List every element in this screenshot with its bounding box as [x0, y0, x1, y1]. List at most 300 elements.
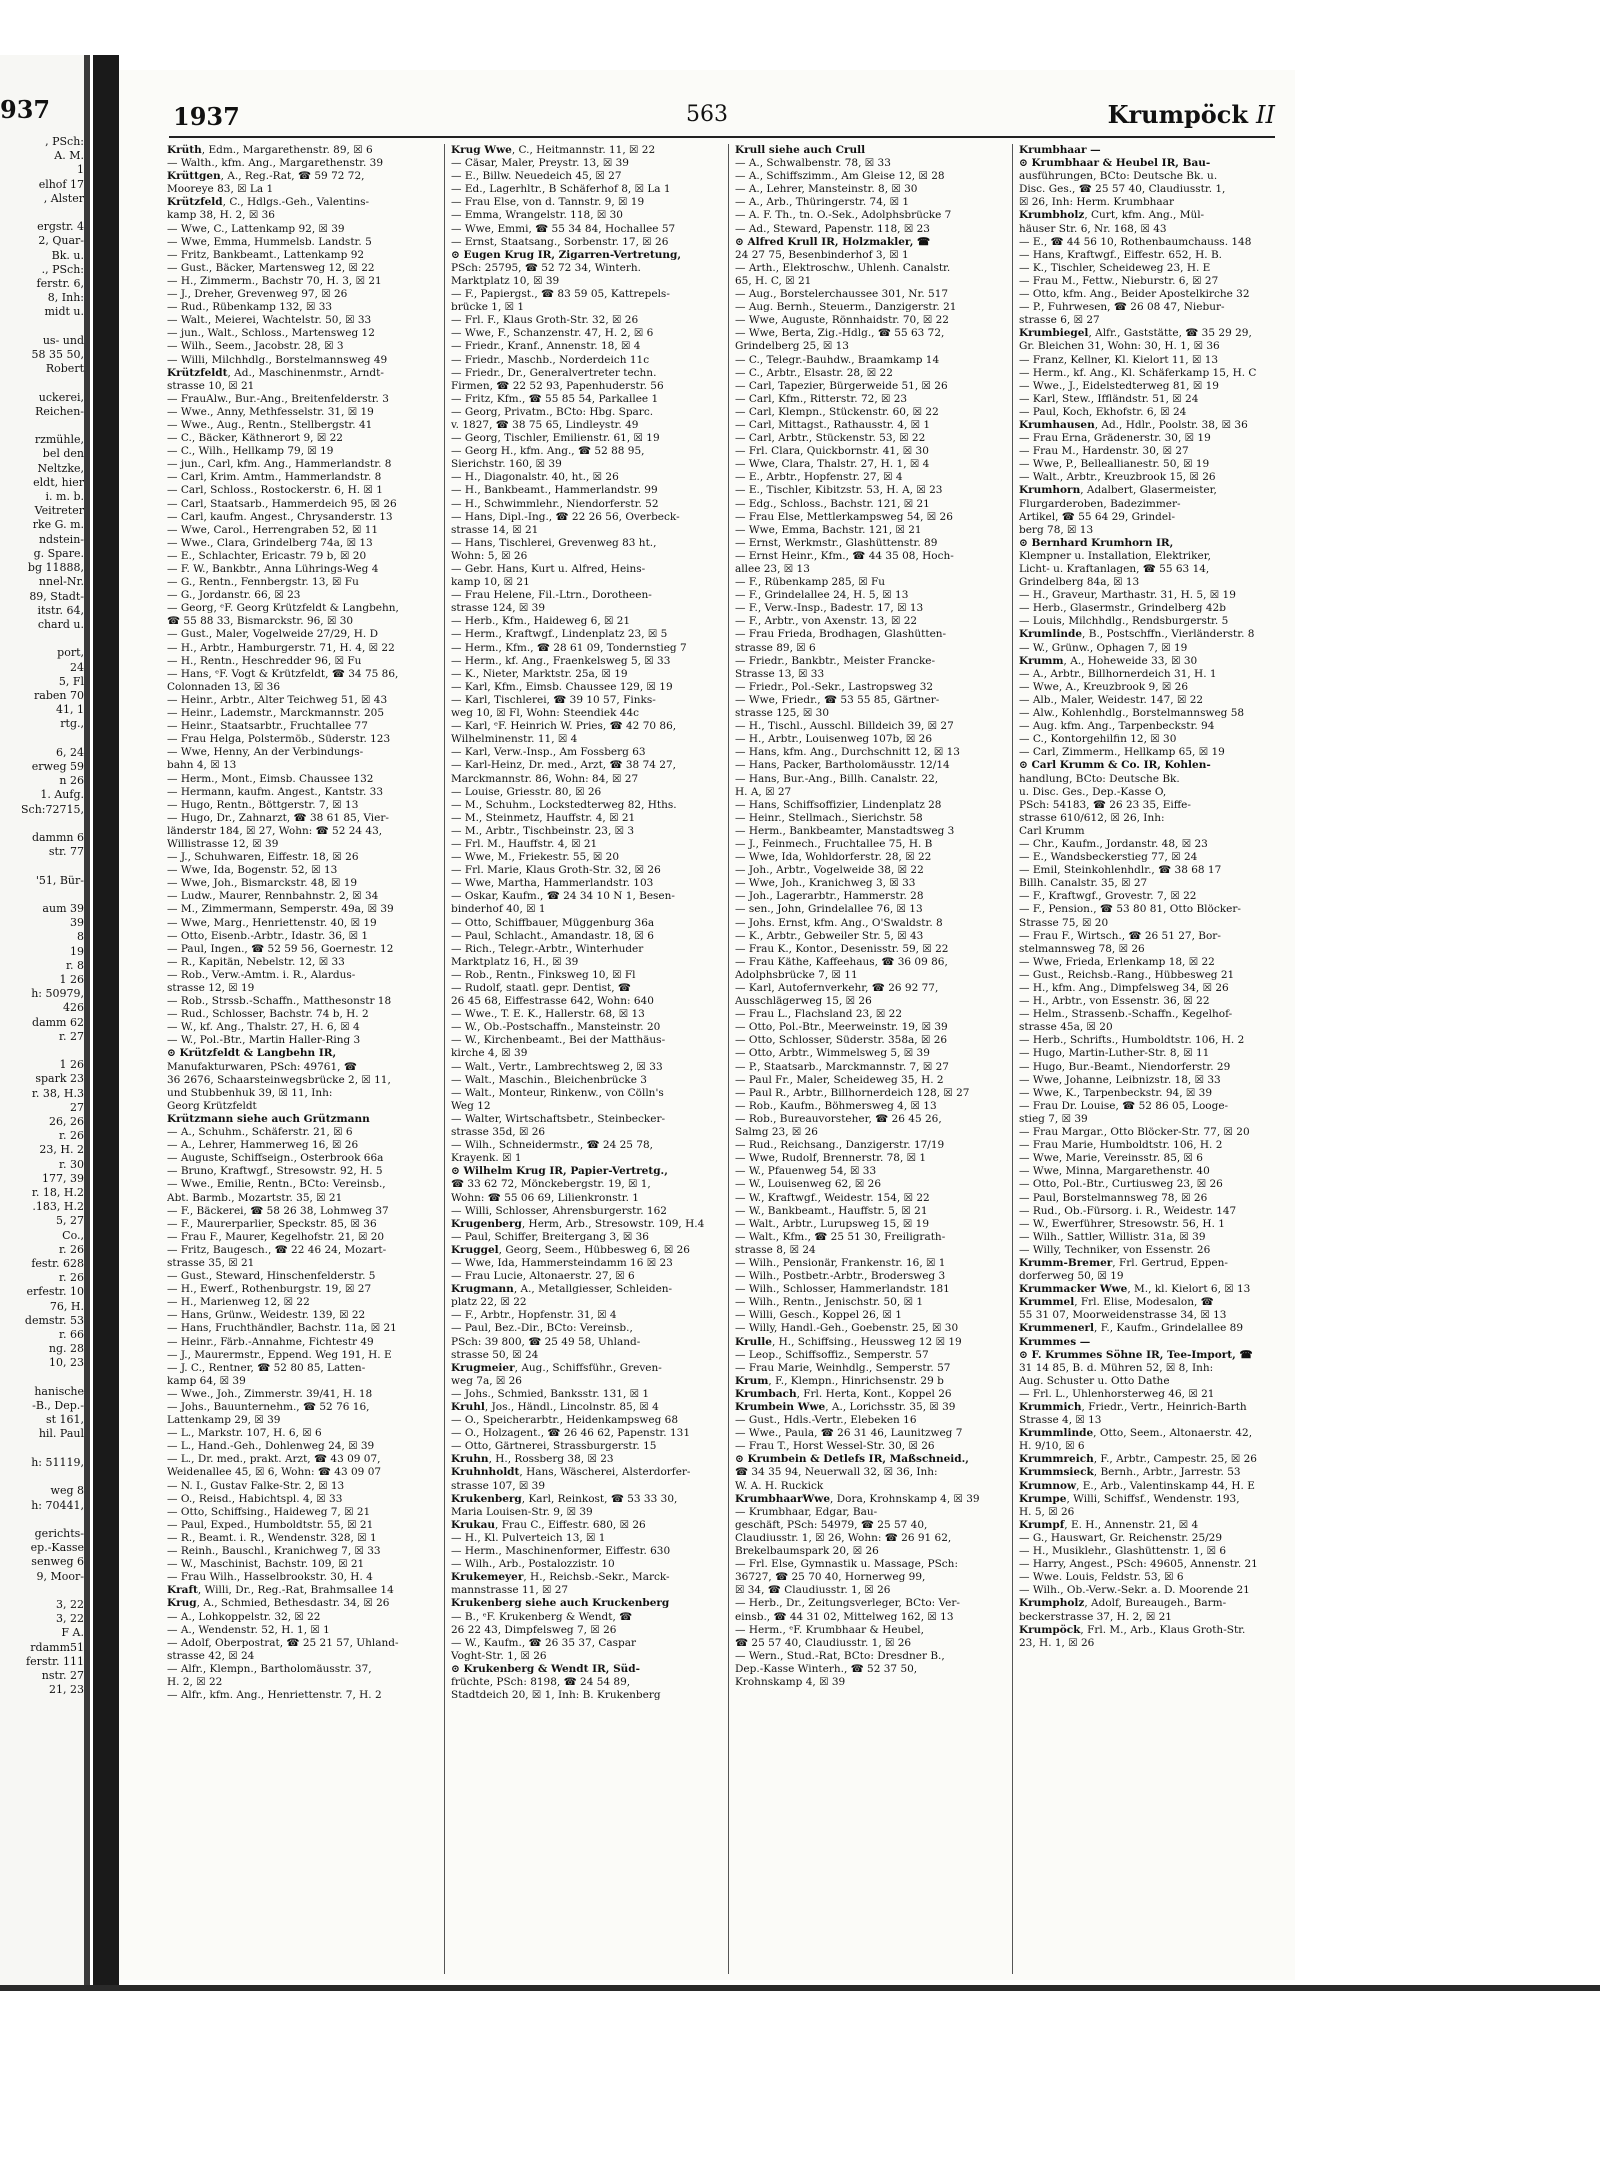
directory-entry-line: — Friedr., Pol.-Sekr., Lastropsweg 32	[735, 680, 934, 693]
directory-entry-line: Kruggel, Georg, Seem., Hübbesweg 6, ☒ 26	[451, 1243, 690, 1256]
previous-page-line: gerichts-	[34, 1526, 84, 1540]
directory-entry-line: dorferweg 50, ☒ 19	[1019, 1270, 1124, 1283]
directory-entry-line: — Herm., Bankbeamter, Manstadtsweg 3	[735, 824, 955, 837]
directory-entry-line: — Hans, ᵉF. Vogt & Krützfeldt, ☎ 34 75 86,	[167, 667, 399, 680]
directory-entry-line	[167, 1113, 435, 1126]
directory-entry-line: Krug, A., Schmied, Bethesdastr. 34, ☒ 26	[167, 1597, 390, 1610]
directory-entry-line: — G., Hauswart, Gr. Reichenstr. 25/29	[1019, 1531, 1223, 1544]
directory-entry-line: — H., Musiklehr., Glashüttenstr. 1, ☒ 6	[1019, 1545, 1227, 1558]
directory-entry-line: — Herm., Kfm., ☎ 28 61 09, Tondernstieg 7	[451, 641, 687, 654]
directory-entry-line: — Alfr., kfm. Ang., Henriettenstr. 7, H. 2	[167, 1689, 382, 1702]
directory-entry-line: ⊙ Krukenberg & Wendt IR, Süd-	[451, 1662, 640, 1675]
previous-page-text	[0, 135, 84, 1697]
directory-entry-line: — Carl, Staatsarb., Hammerdeich 95, ☒ 26	[167, 497, 397, 510]
page-gutter-shadow	[84, 55, 90, 1985]
directory-entry-line: strasse 124, ☒ 39	[451, 602, 546, 615]
directory-entry-line: Krumbein Wwe, A., Lorichsstr. 35, ☒ 39	[735, 1401, 956, 1413]
entry-headword: Krummich	[1019, 1401, 1082, 1413]
directory-entry-line: — J. C., Rentner, ☎ 52 80 85, Latten-	[167, 1361, 366, 1374]
directory-entry-line: — F., Maurerparlier, Speckstr. 85, ☒ 36	[167, 1217, 377, 1230]
directory-entry-line: Kruhnholdt, Hans, Wäscherei, Alsterdorfer-	[451, 1466, 691, 1479]
directory-entry-line: — Carl, Zimmerm., Hellkamp 65, ☒ 19	[1019, 746, 1225, 759]
entry-headword: Krüttgen	[167, 170, 221, 183]
entry-headword: Krukau	[451, 1518, 496, 1531]
directory-entry-line: — Wwe., Emilie, Rentn., BCto: Vereinsb.,	[167, 1178, 386, 1191]
previous-page-line: 27	[70, 1100, 84, 1114]
directory-entry-line: Krumnow, E., Arb., Valentinskamp 44, H. E	[1019, 1479, 1255, 1492]
running-title-roman: II	[1256, 101, 1275, 129]
previous-page-line: r. 18, H.2	[31, 1186, 84, 1200]
directory-entry-line: Brekelbaumspark 20, ☒ 26	[735, 1545, 879, 1558]
directory-entry-line: — F. W., Bankbtr., Anna Lührings-Weg 4	[167, 563, 379, 575]
directory-entry-line: — Hugo, Rentn., Böttgerstr. 7, ☒ 13	[167, 798, 359, 811]
directory-entry-line: — Paul, Ingen., ☎ 52 59 56, Goernestr. 12	[167, 942, 394, 955]
directory-entry-line: Krumpholz, Adolf, Bureaugeh., Barm-	[1019, 1597, 1227, 1610]
directory-entry-line: strasse 107, ☒ 39	[451, 1479, 546, 1492]
previous-page-line: 2, Quar-	[38, 234, 84, 248]
directory-entry-line: beckerstrasse 37, H. 2, ☒ 21	[1019, 1610, 1172, 1623]
previous-page-line	[0, 632, 84, 646]
directory-entry-line: bahn 4, ☒ 13	[167, 759, 237, 772]
directory-entry-line: — Herm., kf. Ang., Kl. Schäferkamp 15, H. C	[1019, 366, 1257, 379]
previous-page-line: Co.,	[62, 1228, 84, 1242]
directory-entry-line: — Fritz, Kfm., ☎ 55 85 54, Parkallee 1	[451, 392, 659, 405]
directory-entry-line: W. A. H. Ruckick	[735, 1479, 824, 1492]
directory-entry-line: — Otto, Eisenb.-Arbtr., Idastr. 36, ☒ 1	[167, 929, 369, 942]
directory-entry-line: — Heinr., Stellmach., Sierichstr. 58	[735, 811, 923, 824]
directory-entry-line: — Fritz, Baugesch., ☎ 22 46 24, Mozart-	[167, 1243, 387, 1256]
directory-entry-line: — Wilh., Postbetr.-Arbtr., Brodersweg 3	[735, 1270, 946, 1283]
directory-entry-line: — F., Arbtr., Hopfenstr. 31, ☒ 4	[451, 1309, 617, 1322]
entry-headword: Krummacker Wwe	[1019, 1283, 1128, 1296]
previous-page-line: rke G. m.	[32, 518, 84, 532]
directory-entry-line: Adolphsbrücke 7, ☒ 11	[735, 968, 858, 981]
directory-entry-line: — Hans, Packer, Bartholomäusstr. 12/14	[735, 759, 950, 772]
directory-entry-line: Krugenberg, Herm, Arb., Stresowstr. 109, H.4	[451, 1217, 705, 1230]
previous-page-line	[0, 1044, 84, 1058]
previous-page-line: weg 8	[50, 1484, 84, 1498]
directory-entry-line: — Rob., Bureauvorsteher, ☎ 26 45 26,	[735, 1112, 942, 1125]
entry-headword: Krukenberg siehe auch Kruckenberg	[451, 1597, 670, 1610]
directory-entry-line: — A., Lehrer, Mansteinstr. 8, ☒ 30	[735, 183, 918, 196]
entry-headword: Krumbein Wwe	[735, 1401, 826, 1413]
header-page-number: 563	[686, 102, 728, 127]
directory-entry-line: H. 9/10, ☒ 6	[1019, 1440, 1085, 1453]
directory-entry-line: Licht- u. Kraftanlagen, ☎ 55 63 14,	[1019, 563, 1210, 575]
directory-column-4	[1019, 144, 1287, 1972]
entry-headword: Krumbhaar —	[1019, 144, 1101, 156]
directory-entry-line: Abt. Barmb., Mozartstr. 35, ☒ 21	[167, 1191, 343, 1204]
directory-entry-line: — Hugo, Dr., Zahnarzt, ☎ 38 61 85, Vier-	[167, 811, 389, 824]
directory-entry-line: — Frau Käthe, Kaffeehaus, ☎ 36 09 86,	[735, 955, 948, 968]
directory-entry-line: kamp 10, ☒ 21	[451, 576, 530, 589]
directory-entry-line: Grindelberg 84a, ☒ 13	[1019, 576, 1140, 589]
previous-page-line: Sch:72715,	[21, 802, 84, 816]
entry-headword: Krumbiegel	[1019, 327, 1089, 340]
previous-page-line: itstr. 64,	[37, 603, 84, 617]
directory-entry-line: — Friedr., Kranf., Annenstr. 18, ☒ 4	[451, 340, 641, 353]
directory-entry-line: — Carl, kaufm. Angest., Chrysanderstr. 13	[167, 510, 393, 523]
directory-entry-line: — Willy, Handl.-Geh., Goebenstr. 25, ☒ 30	[735, 1322, 959, 1335]
directory-entry-line: strasse 35d, ☒ 26	[451, 1126, 546, 1139]
directory-entry-line: — FrauAlw., Bur.-Ang., Breitenfelderstr. 3	[167, 392, 389, 405]
entry-headword: Krugmann	[451, 1283, 514, 1296]
directory-entry-line: — Wwe, Joh., Bismarckstr. 48, ☒ 19	[167, 877, 358, 890]
directory-entry-line: — Alb., Maler, Weidestr. 147, ☒ 22	[1019, 693, 1204, 706]
directory-entry-line: — H., Arbtr., von Essenstr. 36, ☒ 22	[1019, 995, 1210, 1008]
directory-entry-line: — Heinr., Arbtr., Alter Teichweg 51, ☒ 43	[167, 693, 388, 706]
directory-entry-line: — W., Kraftwgf., Weidestr. 154, ☒ 22	[735, 1191, 930, 1204]
directory-entry-line: 31 14 85, B. d. Mühren 52, ☒ 8, Inh:	[1019, 1361, 1214, 1374]
previous-page-line: aum 39	[42, 901, 84, 915]
previous-page-line: uckerei,	[38, 390, 84, 404]
directory-entry-line: früchte, PSch: 8198, ☎ 24 54 89,	[451, 1675, 631, 1688]
directory-entry-line: — H., Zimmerm., Bachstr 70, H. 3, ☒ 21	[167, 274, 382, 287]
directory-entry-line: — Wern., Stud.-Rat, BCto: Dresdner B.,	[735, 1649, 945, 1662]
directory-entry-line: — Oskar, Kaufm., ☎ 24 34 10 N 1, Besen-	[451, 890, 675, 903]
directory-entry-line: — Emma, Wrangelstr. 118, ☒ 30	[451, 209, 623, 222]
directory-entry-line: — Wilh., Schlosser, Hammerlandstr. 181	[735, 1283, 950, 1296]
directory-entry-line: Krüth, Edm., Margarethenstr. 89, ☒ 6	[167, 144, 373, 156]
directory-entry-line: — Hans, Schiffsoffizier, Lindenplatz 28	[735, 798, 942, 811]
directory-entry-line: ☒ 34, ☎ Claudiusstr. 1, ☒ 26	[735, 1584, 891, 1597]
previous-page-line: Neltzke,	[37, 461, 84, 475]
directory-entry-line: Krukau, Frau C., Eiffestr. 680, ☒ 26	[451, 1518, 646, 1531]
previous-page-line: 5, 27	[56, 1214, 84, 1228]
directory-entry-line: — Gust., Maler, Vogelweide 27/29, H. D	[167, 628, 378, 641]
directory-entry-line: KrumbhaarWwe, Dora, Krohnskamp 4, ☒ 39	[735, 1492, 980, 1505]
directory-entry-line: — H., Ewerf., Rothenburgstr. 19, ☒ 27	[167, 1283, 372, 1296]
directory-entry-line: Krumm-Bremer, Frl. Gertrud, Eppen-	[1019, 1256, 1228, 1269]
directory-entry-line: — Joh., Arbtr., Vogelweide 38, ☒ 22	[735, 864, 924, 877]
column-divider	[728, 144, 729, 1974]
previous-page-line	[0, 376, 84, 390]
directory-entry-line	[735, 144, 1003, 157]
directory-entry-line: — Walt., Maschin., Bleichenbrücke 3	[451, 1073, 647, 1086]
directory-entry-line: — M., Steinmetz, Hauffstr. 4, ☒ 21	[451, 811, 636, 824]
directory-entry-line: Krug Wwe, C., Heitmannstr. 11, ☒ 22	[451, 144, 656, 156]
directory-entry-line: — L., Hand.-Geh., Dohlenweg 24, ☒ 39	[167, 1440, 375, 1453]
directory-entry-line: — Joh., Lagerarbtr., Hammerstr. 28	[735, 890, 924, 903]
previous-page-line: Veitreter	[34, 504, 84, 518]
directory-entry-line: strasse 610/612, ☒ 26, Inh:	[1019, 811, 1165, 824]
directory-entry-line: — Wwe, Berta, Zig.-Hdlg., ☎ 55 63 72,	[735, 327, 945, 340]
directory-entry-line: — N. I., Gustav Falke-Str. 2, ☒ 13	[167, 1479, 345, 1492]
directory-entry-line: — C., Kontorgehilfin 12, ☒ 30	[1019, 733, 1177, 746]
previous-page-line: 6, 24	[56, 745, 84, 759]
directory-entry-line: Carl Krumm	[1019, 824, 1085, 837]
previous-page-line: 58 35 50,	[31, 348, 84, 362]
directory-entry-line: ☎ 34 35 94, Neuerwall 32, ☒ 36, Inh:	[735, 1466, 938, 1479]
directory-entry-line: Krützfeld, C., Hdlgs.-Geh., Valentins-	[167, 196, 370, 209]
directory-entry-line: — Hans, Dipl.-Ing., ☎ 22 26 56, Overbeck-	[451, 510, 680, 523]
directory-entry-line: strasse 14, ☒ 21	[451, 523, 539, 536]
directory-entry-line: — Hans, Kraftwgf., Eiffestr. 652, H. B.	[1019, 248, 1222, 261]
directory-entry-line: — A., Lehrer, Hammerweg 16, ☒ 26	[167, 1139, 359, 1152]
directory-entry-line: Marckmannstr. 86, Wohn: 84, ☒ 27	[451, 772, 639, 785]
directory-entry-line: — Walt., Monteur, Rinkenw., von Cölln's	[451, 1086, 664, 1099]
entry-headword: Kruhnholdt	[451, 1466, 520, 1479]
directory-entry-line: — F., Papiergst., ☎ 83 59 05, Kattrepels-	[451, 288, 670, 301]
directory-entry-line: — Herb., Glasermstr., Grindelberg 42b	[1019, 602, 1226, 615]
previous-page-line: 8	[77, 930, 84, 944]
entry-headword: Kraft	[167, 1584, 198, 1597]
directory-entry-line: — jun., Carl, kfm. Ang., Hammerlandstr. 8	[167, 458, 392, 471]
directory-entry-line: — Walt., Kfm., ☎ 25 51 30, Freiligrath-	[735, 1230, 946, 1243]
directory-entry-line: — Hans, Bur.-Ang., Billh. Canalstr. 22,	[735, 772, 939, 785]
previous-page-line: bg 11888,	[27, 561, 84, 575]
directory-entry-line: — E., Billw. Neuedeich 45, ☒ 27	[451, 170, 622, 183]
previous-page-line: Reichen-	[35, 404, 84, 418]
directory-entry-line: Krumpe, Willi, Schiffsf., Wendenstr. 193,	[1019, 1492, 1240, 1505]
previous-page-line	[0, 859, 84, 873]
directory-entry-line: — Herb., Schrifts., Humboldtstr. 106, H. 2	[1019, 1034, 1245, 1047]
directory-entry-line: — Otto, Schiffsing., Haideweg 7, ☒ 21	[167, 1505, 371, 1518]
directory-entry-line: — Hans, Tischlerei, Grevenweg 83 ht.,	[451, 536, 657, 549]
directory-entry-line: — Ernst, Staatsang., Sorbenstr. 17, ☒ 26	[451, 235, 669, 248]
directory-entry-line: — W., Ewerführer, Stresowstr. 56, H. 1	[1019, 1217, 1225, 1230]
previous-page-line: hil. Paul	[38, 1427, 84, 1441]
directory-entry-line: — F., Kraftwgf., Grovestr. 7, ☒ 22	[1019, 890, 1197, 903]
previous-page-line: 3, 22	[56, 1612, 84, 1626]
previous-page-line: raben 70	[34, 688, 84, 702]
directory-column-3	[735, 144, 1003, 1972]
previous-page-line: st 161,	[45, 1413, 84, 1427]
previous-page-line: eldt, hier	[33, 475, 84, 489]
directory-entry-line: — Wilh., Ob.-Verw.-Sekr. a. D. Moorende 21	[1019, 1584, 1250, 1597]
directory-entry-line: Krummel, Frl. Elise, Modesalon, ☎	[1019, 1296, 1214, 1309]
directory-entry-line: — Frau Dr. Louise, ☎ 52 86 05, Looge-	[1019, 1099, 1229, 1112]
directory-entry-line: — Wwe, Johanne, Leibnizstr. 18, ☒ 33	[1019, 1073, 1221, 1086]
previous-page-line: 26, 26	[49, 1115, 84, 1129]
directory-entry-line: — Frau Frieda, Brodhagen, Glashütten-	[735, 628, 947, 641]
directory-entry-line: — Wwe., T. E. K., Hallerstr. 68, ☒ 13	[451, 1008, 645, 1021]
directory-entry-line: — Johs. Ernst, kfm. Ang., O'Swaldstr. 8	[735, 916, 943, 929]
directory-entry-line: Krummich, Friedr., Vertr., Heinrich-Barth	[1019, 1401, 1247, 1413]
entry-headword: Krummlinde	[1019, 1427, 1094, 1440]
directory-entry-line: binderhof 40, ☒ 1	[451, 903, 546, 916]
directory-entry-line: — H., Graveur, Marthastr. 31, H. 5, ☒ 19	[1019, 589, 1236, 602]
directory-entry-line: Krum, F., Klempn., Hinrichsenstr. 29 b	[735, 1374, 944, 1387]
directory-entry-line: — Paul, Borstelmannsweg 78, ☒ 26	[1019, 1191, 1208, 1204]
directory-entry-line: ☎ 25 57 40, Claudiusstr. 1, ☒ 26	[735, 1636, 912, 1649]
directory-entry-line: — Otto, Schlosser, Süderstr. 358a, ☒ 26	[735, 1034, 948, 1047]
previous-page-line: 41, 1	[56, 703, 84, 717]
entry-headword: Krummsieck	[1019, 1466, 1094, 1479]
directory-entry-line: — K., Nieter, Marktstr. 25a, ☒ 19	[451, 667, 628, 680]
previous-page-line: ., PSch:	[41, 262, 84, 276]
directory-entry-line: — Wwe, Ida, Hammersteindamm 16 ☒ 23	[451, 1256, 673, 1269]
previous-page-line: , PSch:	[45, 135, 84, 148]
directory-entry-line: strasse 6, ☒ 27	[1019, 314, 1100, 327]
directory-entry-line: — E., Tischler, Kibitzstr. 53, H. A, ☒ 23	[735, 484, 943, 497]
directory-entry-line: Georg Krützfeldt	[167, 1099, 257, 1112]
directory-entry-line: Flurgarderoben, Badezimmer-	[1019, 497, 1181, 510]
directory-entry-line: — Friedr., Bankbtr., Meister Francke-	[735, 654, 936, 667]
directory-entry-line: — O., Reisd., Habichtspl. 4, ☒ 33	[167, 1492, 343, 1505]
directory-entry-line: — Frau Else, Mettlerkampsweg 54, ☒ 26	[735, 510, 953, 523]
previous-page-line: 21, 23	[49, 1683, 84, 1697]
directory-entry-line: brücke 1, ☒ 1	[451, 301, 525, 314]
directory-entry-line: weg 10, ☒ Fl, Wohn: Steendiek 44c	[451, 707, 640, 720]
directory-entry-line: — Gust., Bäcker, Martensweg 12, ☒ 22	[167, 261, 375, 274]
directory-entry-line: — E., Schlachter, Ericastr. 79 b, ☒ 20	[167, 549, 367, 562]
directory-entry-line: — Otto, kfm. Ang., Beider Apostelkirche 32	[1019, 288, 1250, 301]
directory-entry-line: — Wwe. Louis, Feldstr. 53, ☒ 6	[1019, 1571, 1184, 1584]
directory-entry-line: ⊙ Carl Krumm & Co. IR, Kohlen-	[1019, 759, 1211, 772]
directory-entry-line: — Frau Erna, Grädenerstr. 30, ☒ 19	[1019, 432, 1211, 445]
previous-page-line: 9, Moor-	[36, 1569, 84, 1583]
directory-entry-line: PSch: 39 800, ☎ 25 49 58, Uhland-	[451, 1335, 641, 1348]
directory-entry-line: — Frau F., Maurer, Kegelhofstr. 21, ☒ 20	[167, 1230, 385, 1243]
previous-page-line: r. 26	[58, 1271, 84, 1285]
directory-entry-line: — Hermann, kaufm. Angest., Kantstr. 33	[167, 785, 384, 798]
directory-entry-line: — Rud., Rübenkamp 132, ☒ 33	[167, 301, 333, 314]
directory-entry-line: v. 1827, ☎ 38 75 65, Lindleystr. 49	[451, 418, 639, 431]
previous-page-line: rdamm51	[30, 1640, 84, 1654]
directory-entry-line: geschäft, PSch: 54979, ☎ 25 57 40,	[735, 1518, 928, 1531]
previous-page-line: 23, H. 2	[39, 1143, 84, 1157]
directory-entry-line: — Frau Marie, Weinhdlg., Semperstr. 57	[735, 1361, 951, 1374]
previous-page-line: 1	[77, 163, 84, 177]
previous-page-line: dammn 6	[31, 830, 84, 844]
directory-entry-line: Krumbach, Frl. Herta, Kont., Koppel 26	[735, 1387, 952, 1400]
previous-page-line: i. m. b.	[45, 490, 84, 504]
entry-headword: Krugenberg	[451, 1217, 522, 1230]
directory-entry-line: — Wwe, Rudolf, Brennerstr. 78, ☒ 1	[735, 1152, 927, 1165]
directory-entry-line: — Walth., kfm. Ang., Margarethenstr. 39	[167, 157, 384, 170]
directory-entry-line: — Wilh., Rentn., Jenischstr. 50, ☒ 1	[735, 1296, 924, 1309]
directory-entry-line: — W., Pfauenweg 54, ☒ 33	[735, 1165, 877, 1178]
directory-entry-line: Stadtdeich 20, ☒ 1, Inh: B. Krukenberg	[451, 1689, 661, 1702]
directory-entry-line: — Wilh., Schneidermstr., ☎ 24 25 78,	[451, 1139, 654, 1152]
entry-headword: Krulle	[735, 1335, 772, 1348]
directory-entry-line: — Helm., Strassenb.-Schaffn., Kegelhof-	[1019, 1008, 1233, 1021]
directory-entry-line: — Hugo, Bur.-Beamt., Niendorferstr. 29	[1019, 1060, 1231, 1073]
directory-entry-line: — Rud., Schlosser, Bachstr. 74 b, H. 2	[167, 1008, 369, 1021]
directory-entry-line: — Frl. Marie, Klaus Groth-Str. 32, ☒ 26	[451, 864, 661, 877]
directory-entry-line: ⊙ F. Krummes Söhne IR, Tee-Import, ☎	[1019, 1348, 1253, 1361]
entry-headword: Krug	[167, 1597, 197, 1610]
previous-page-line	[0, 888, 84, 902]
previous-page-line: r. 26	[58, 1129, 84, 1143]
directory-entry-line: Disc. Ges., ☎ 25 57 40, Claudiusstr. 1,	[1019, 183, 1226, 196]
previous-page-line: 1 26	[59, 972, 84, 986]
previous-page-line: 1 26	[59, 1058, 84, 1072]
directory-entry-line: ⊙ Alfred Krull IR, Holzmakler, ☎	[735, 235, 931, 248]
directory-entry-line: — Rud., Ob.-Fürsorg. i. R., Weidestr. 147	[1019, 1204, 1237, 1217]
directory-entry-line: — Otto, Gärtnerei, Strassburgerstr. 15	[451, 1440, 657, 1453]
previous-page-line: chard u.	[37, 617, 84, 631]
directory-entry-line: — K., Arbtr., Gebweiler Str. 5, ☒ 43	[735, 929, 924, 942]
directory-entry-line: — C., Wilh., Hellkamp 79, ☒ 19	[167, 445, 334, 458]
directory-entry-line: ⊙ Wilhelm Krug IR, Papier-Vertretg.,	[451, 1165, 668, 1178]
previous-page-line: nnel-Nr.	[38, 575, 84, 589]
previous-page-line: .183, H.2	[32, 1200, 84, 1214]
directory-entry-line: — J., Maurermstr., Eppend. Weg 191, H. E	[167, 1348, 392, 1361]
directory-entry-line: — Otto, Pol.-Btr., Curtiusweg 23, ☒ 26	[1019, 1178, 1223, 1191]
directory-entry-line: — jun., Walt., Schloss., Martensweg 12	[167, 327, 375, 340]
directory-entry-line: weg 7a, ☒ 26	[451, 1374, 522, 1387]
directory-entry-line: — Wilh., Seem., Jacobstr. 28, ☒ 3	[167, 340, 344, 353]
directory-entry-line: — Frau Wilh., Hasselbrookstr. 30, H. 4	[167, 1571, 373, 1584]
directory-entry-line: — Wwe, Emma, Hummelsb. Landstr. 5	[167, 235, 372, 248]
directory-entry-line: stieg 7, ☒ 39	[1019, 1112, 1088, 1125]
previous-page-line: us- und	[42, 333, 84, 347]
previous-page-line: hanische	[34, 1384, 84, 1398]
directory-entry-line: Krummlinde, Otto, Seem., Altonaerstr. 42,	[1019, 1427, 1253, 1440]
directory-entry-line: Marktplatz 16, H., ☒ 39	[451, 955, 579, 968]
directory-entry-line: — Wwe, K., Tarpenbeckstr. 94, ☒ 39	[1019, 1086, 1213, 1099]
directory-entry-line: ⊙ Krumbhaar & Heubel IR, Bau-	[1019, 157, 1211, 170]
directory-entry-line: u. Disc. Ges., Dep.-Kasse O,	[1019, 785, 1167, 798]
directory-entry-line: Strasse 75, ☒ 20	[1019, 916, 1109, 929]
directory-entry-line: ⊙ Krützfeldt & Langbehn IR,	[167, 1047, 337, 1060]
directory-entry-line: — M., Arbtr., Tischbeinstr. 23, ☒ 3	[451, 824, 635, 837]
directory-entry-line: — Frau Margar., Otto Blöcker-Str. 77, ☒ 20	[1019, 1126, 1250, 1139]
directory-entry-line: — Heinr., Färb.-Annahme, Fichtestr 49	[167, 1335, 374, 1348]
directory-entry-line: — Walt., Arbtr., Kreuzbrook 15, ☒ 26	[1019, 471, 1216, 484]
directory-entry-line: — Frau Else, von d. Tannstr. 9, ☒ 19	[451, 196, 645, 209]
previous-page-line: festr. 628	[31, 1257, 84, 1271]
directory-entry-line: — Karl, Autofernverkehr, ☎ 26 92 77,	[735, 982, 939, 994]
directory-entry-line	[1019, 144, 1287, 157]
directory-entry-line: H. 5, ☒ 26	[1019, 1505, 1075, 1518]
directory-entry-line: — A., Schiffszimm., Am Gleise 12, ☒ 28	[735, 170, 945, 183]
directory-entry-line: — Johs., Bauunternehm., ☎ 52 76 16,	[167, 1401, 370, 1413]
previous-page-edge	[0, 55, 84, 1985]
previous-page-line: r. 30	[58, 1157, 84, 1171]
directory-entry-line: Voght-Str. 1, ☒ 26	[451, 1649, 547, 1662]
directory-entry-line: — Walter, Wirtschaftsbetr., Steinbecker-	[451, 1112, 666, 1125]
entry-headword: Krumpf	[1019, 1518, 1065, 1531]
previous-page-line: 39	[70, 916, 84, 930]
directory-entry-line: — Wwe, A., Kreuzbrook 9, ☒ 26	[1019, 680, 1189, 693]
directory-entry-line: — Ernst, Werkmstr., Glashüttenstr. 89	[735, 536, 938, 549]
directory-entry-line: — L., Markstr. 107, H. 6, ☒ 6	[167, 1427, 322, 1440]
directory-entry-line: — A., Lohkoppelstr. 32, ☒ 22	[167, 1610, 321, 1623]
directory-entry-line: — Willy, Techniker, von Essenstr. 26	[1019, 1243, 1211, 1256]
directory-entry-line: 26 22 43, Dimpfelsweg 7, ☒ 26	[451, 1623, 617, 1636]
previous-page-line	[0, 206, 84, 220]
directory-entry-line: — Wwe., Clara, Grindelberg 74a, ☒ 13	[167, 536, 373, 549]
directory-entry-line: — Ludw., Maurer, Rennbahnstr. 2, ☒ 34	[167, 890, 379, 903]
previous-page-line: bel den	[42, 447, 84, 461]
directory-entry-line: H. 2, ☒ 22	[167, 1675, 223, 1688]
directory-entry-line: — W., Bankbeamt., Hauffstr. 5, ☒ 21	[735, 1204, 928, 1217]
entry-headword: Krug Wwe	[451, 144, 512, 156]
directory-entry-line: — Otto, Arbtr., Wimmelsweg 5, ☒ 39	[735, 1047, 930, 1060]
directory-entry-line: Krukemeyer, H., Reichsb.-Sekr., Marck-	[451, 1571, 670, 1584]
previous-page-line: ep.-Kasse	[30, 1541, 84, 1555]
previous-page-year: 937	[0, 95, 51, 124]
previous-page-line: 10, 23	[49, 1356, 84, 1370]
previous-page-line: , Alster	[43, 191, 84, 205]
directory-entry-line: Manufakturwaren, PSch: 49761, ☎	[167, 1060, 357, 1073]
directory-entry-line: — H., Bankbeamt., Hammerlandstr. 99	[451, 484, 658, 497]
directory-entry-line: Krumlinde, B., Postschffn., Vierländerstr. 8	[1019, 628, 1255, 641]
directory-entry-line: — E., Wandsbeckerstieg 77, ☒ 24	[1019, 851, 1198, 864]
directory-entry-line: — Frau M., Fettw., Nieburstr. 6, ☒ 27	[1019, 274, 1219, 287]
directory-entry-line: — Ad., Steward, Papenstr. 118, ☒ 23	[735, 222, 930, 235]
directory-entry-line: — Georg, Tischler, Emilienstr. 61, ☒ 19	[451, 432, 660, 445]
directory-entry-line: — W., kf. Ang., Thalstr. 27, H. 6, ☒ 4	[167, 1021, 360, 1034]
directory-entry-line: — R., Kapitän, Nebelstr. 12, ☒ 33	[167, 955, 345, 968]
directory-entry-line: — Paul, Schlacht., Amandastr. 18, ☒ 6	[451, 929, 654, 942]
directory-entry-line: — Wwe, P., Belleallianestr. 50, ☒ 19	[1019, 458, 1210, 471]
previous-page-line: rtg.,	[60, 717, 84, 731]
directory-entry-line: ☎ 55 88 33, Bismarckstr. 96, ☒ 30	[167, 615, 354, 628]
